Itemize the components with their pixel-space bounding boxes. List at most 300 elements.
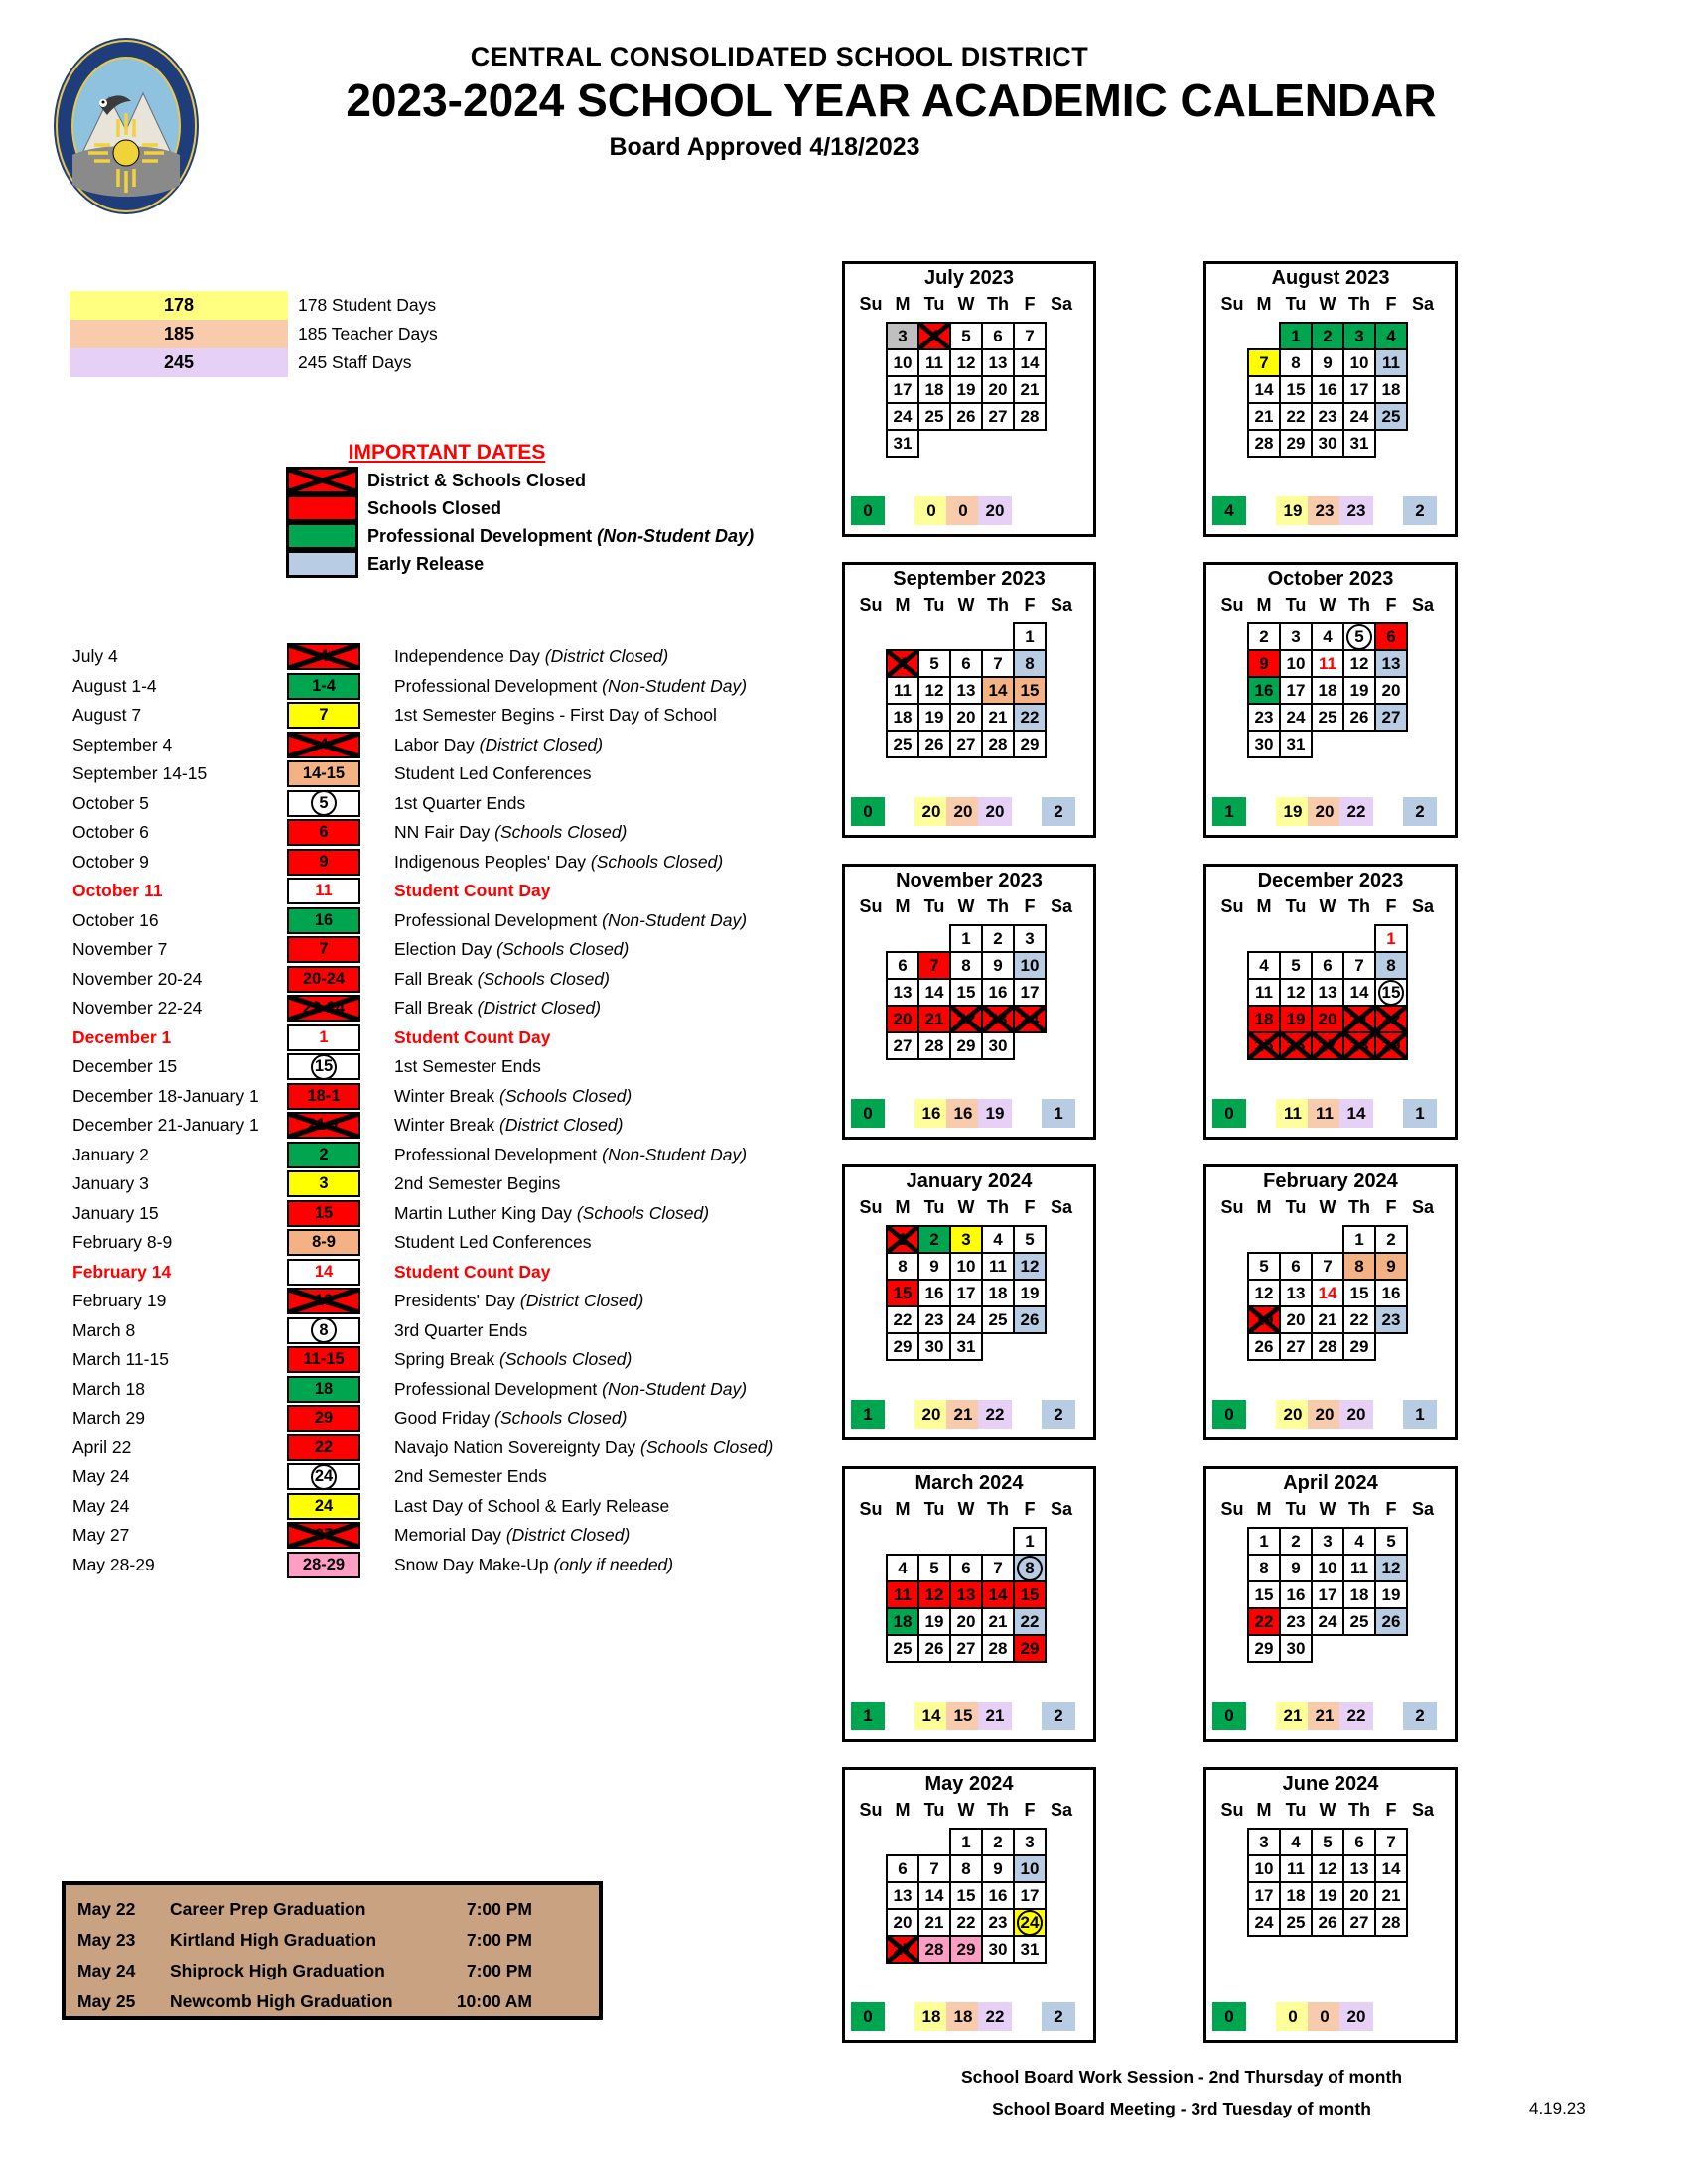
calendar-day: 7 (1311, 1252, 1344, 1281)
summary-staff-days: 23 (1339, 496, 1373, 525)
important-date-swatch: 29 (287, 1405, 360, 1432)
district-seal-logo (52, 36, 201, 216)
important-date-description (394, 1379, 747, 1400)
description-italic: (Schools Closed) (494, 1349, 633, 1369)
calendar-day: 5 (1374, 1527, 1408, 1556)
calendar-day: 21 (1374, 1881, 1408, 1910)
dow-label: Th (987, 1800, 1009, 1820)
summary-pd-days: 1 (1212, 797, 1246, 826)
description-italic: (Schools Closed) (635, 1436, 774, 1457)
calendar-day: 27 (886, 1935, 919, 1964)
dow-label: Tu (923, 294, 945, 314)
calendar-day: 15 (1013, 676, 1047, 705)
calendar-day: 10 (886, 348, 919, 377)
calendar-day: 8 (1279, 348, 1313, 377)
month-title: June 2024 (1282, 1773, 1379, 1795)
graduation-row (66, 1893, 599, 1925)
important-date-description (394, 881, 551, 901)
description-italic: (Non-Student Day) (597, 675, 748, 696)
calendar-day: 20 (1279, 1305, 1313, 1334)
important-date-description (394, 939, 629, 960)
calendar-day: 9 (917, 1252, 951, 1281)
calendar-day: 1 (949, 1828, 983, 1856)
graduation-time: 7:00 PM (466, 1899, 532, 1919)
description-text: 1st Semester Begins - First Day of School (394, 705, 717, 725)
description-text: Labor Day (394, 734, 475, 754)
dow-label: Tu (923, 896, 945, 916)
calendar-day: 23 (1279, 1607, 1313, 1636)
important-date-label: March 29 (72, 1408, 145, 1428)
important-date-label: May 24 (72, 1466, 130, 1486)
calendar-day: 26 (917, 1634, 951, 1663)
important-date-label: November 7 (72, 939, 168, 959)
calendar-day: 20 (949, 703, 983, 732)
calendar-day: 12 (917, 1580, 951, 1609)
month-calendar (1203, 1466, 1458, 1742)
calendar-day: 21 (1247, 402, 1281, 431)
calendar-day: 4 (1311, 622, 1344, 651)
day-count-label: 178 Student Days (298, 295, 437, 315)
description-italic: (District Closed) (500, 1525, 631, 1545)
description-text: 3rd Quarter Ends (394, 1319, 528, 1340)
calendar-day: 14 (1247, 375, 1281, 404)
important-date-label: January 15 (72, 1202, 159, 1223)
dow-label: Th (987, 896, 1009, 916)
calendar-day: 15 (1342, 1279, 1376, 1307)
calendar-day: 2 (917, 1225, 951, 1254)
graduation-date: May 23 (77, 1930, 136, 1950)
important-date-swatch: 7 (287, 936, 360, 963)
legend-label-text: Professional Development (367, 525, 593, 546)
calendar-day: 5 (1247, 1252, 1281, 1281)
calendar-day: 19 (1374, 1580, 1408, 1609)
calendar-day: 22 (949, 1908, 983, 1937)
calendar-day: 10 (1279, 649, 1313, 678)
calendar-day: 20 (949, 1607, 983, 1636)
calendar-day: 29 (1247, 1634, 1281, 1663)
calendar-day: 24 (1342, 402, 1376, 431)
calendar-day: 11 (1342, 1554, 1376, 1582)
dow-label: M (1256, 1499, 1272, 1519)
graduation-row (66, 1924, 599, 1956)
calendar-day: 3 (1279, 622, 1313, 651)
dow-label: Tu (1285, 1197, 1307, 1217)
dow-label: Su (859, 1499, 883, 1519)
day-count-label: 185 Teacher Days (298, 324, 438, 343)
day-count-value: 185 (70, 320, 288, 348)
calendar-day: 10 (1013, 951, 1047, 980)
month-calendar (842, 1164, 1096, 1440)
calendar-day: 4 (917, 322, 951, 350)
description-italic: (District Closed) (474, 734, 604, 754)
calendar-day: 17 (1013, 1881, 1047, 1910)
description-text: Student Count Day (394, 1026, 551, 1047)
calendar-day: 25 (1279, 1908, 1313, 1937)
month-title: September 2023 (893, 568, 1046, 590)
summary-teacher-days: 0 (946, 496, 980, 525)
month-calendar (842, 864, 1096, 1140)
calendar-day: 18 (1374, 375, 1408, 404)
calendar-day: 12 (1247, 1279, 1281, 1307)
calendar-day: 2 (1247, 622, 1281, 651)
calendar-day (1013, 1908, 1047, 1937)
important-date-description (394, 705, 717, 726)
calendar-day: 14 (1013, 348, 1047, 377)
dow-label: Tu (923, 595, 945, 614)
calendar-day: 26 (1279, 1031, 1313, 1060)
description-text: Student Count Day (394, 1261, 551, 1282)
dow-label: Th (1348, 294, 1370, 314)
calendar-day: 7 (1247, 348, 1281, 377)
description-italic: (Schools Closed) (571, 1202, 710, 1223)
calendar-day: 25 (1374, 402, 1408, 431)
summary-er-days: 2 (1403, 1702, 1437, 1730)
calendar-day: 7 (1342, 951, 1376, 980)
calendar-day: 28 (1374, 1908, 1408, 1937)
calendar-day: 2 (1311, 322, 1344, 350)
dow-label: Tu (1285, 595, 1307, 614)
calendar-day: 5 (949, 322, 983, 350)
month-calendar (1203, 1767, 1458, 2043)
calendar-day: 1 (1013, 1527, 1047, 1556)
calendar-day: 6 (949, 649, 983, 678)
calendar-day: 19 (1311, 1881, 1344, 1910)
important-date-description (394, 969, 610, 990)
description-italic: (Non-Student Day) (597, 909, 748, 930)
dow-label: W (957, 595, 975, 614)
description-text: Memorial Day (394, 1525, 501, 1545)
important-date-description (394, 763, 591, 784)
summary-teacher-days: 21 (946, 1400, 980, 1429)
calendar-day: 11 (981, 1252, 1015, 1281)
calendar-day: 17 (1342, 375, 1376, 404)
calendar-day: 19 (949, 375, 983, 404)
important-date-label: May 28-29 (72, 1554, 155, 1574)
calendar-day: 11 (917, 348, 951, 377)
calendar-day: 16 (981, 1881, 1015, 1910)
important-date-swatch: 7 (287, 702, 360, 729)
dow-label: F (1385, 294, 1397, 314)
calendar-day: 17 (1311, 1580, 1344, 1609)
calendar-day: 3 (1342, 322, 1376, 350)
summary-staff-days: 20 (1339, 2002, 1373, 2031)
important-date-swatch: 19 (287, 1288, 360, 1314)
calendar-day: 13 (886, 1881, 919, 1910)
dow-label: Su (1220, 1197, 1244, 1217)
important-date-description (394, 998, 601, 1019)
calendar-day: 26 (949, 402, 983, 431)
calendar-day: 20 (1342, 1881, 1376, 1910)
important-date-swatch: 2 (287, 1142, 360, 1168)
summary-teacher-days: 16 (946, 1099, 980, 1128)
important-date-label: September 14-15 (72, 763, 208, 783)
calendar-day: 5 (917, 649, 951, 678)
important-date-label: October 5 (72, 792, 149, 813)
dow-label: M (895, 1197, 911, 1217)
summary-teacher-days: 15 (946, 1702, 980, 1730)
summary-staff-days: 20 (978, 496, 1012, 525)
calendar-day: 3 (1013, 924, 1047, 953)
summary-staff-days: 14 (1339, 1099, 1373, 1128)
important-date-swatch: 20-24 (287, 966, 360, 993)
calendar-day: 12 (1279, 978, 1313, 1007)
calendar-day: 1 (886, 1225, 919, 1254)
dow-label: Su (1220, 294, 1244, 314)
calendar-day: 13 (981, 348, 1015, 377)
important-date-swatch: 14-15 (287, 760, 360, 787)
description-text: Winter Break (394, 1085, 495, 1106)
dow-label: Th (987, 1197, 1009, 1217)
district-name: CENTRAL CONSOLIDATED SCHOOL DISTRICT (470, 42, 1089, 71)
summary-teacher-days: 20 (1308, 1400, 1341, 1429)
page-title: 2023-2024 SCHOOL YEAR ACADEMIC CALENDAR (346, 74, 1437, 126)
calendar-day: 6 (886, 951, 919, 980)
calendar-day: 23 (1311, 402, 1344, 431)
summary-staff-days: 22 (978, 2002, 1012, 2031)
important-date-label: August 1-4 (72, 675, 157, 696)
legend-label-text: Early Release (367, 553, 485, 574)
calendar-day: 23 (1374, 1305, 1408, 1334)
dow-label: W (1319, 294, 1336, 314)
calendar-day: 16 (1311, 375, 1344, 404)
calendar-day: 7 (1013, 322, 1047, 350)
calendar-day: 26 (1374, 1607, 1408, 1636)
calendar-day: 15 (1279, 375, 1313, 404)
important-date-swatch: 14 (287, 1259, 360, 1286)
month-calendar (1203, 261, 1458, 537)
calendar-day: 11 (886, 676, 919, 705)
dow-label: W (957, 294, 975, 314)
calendar-day: 7 (1374, 1828, 1408, 1856)
month-title: February 2024 (1263, 1170, 1398, 1192)
dow-label: Sa (1411, 595, 1435, 614)
day-count-value: 178 (70, 291, 288, 320)
calendar-day: 31 (886, 429, 919, 458)
calendar-day: 28 (917, 1935, 951, 1964)
calendar-day: 22 (886, 1305, 919, 1334)
description-text: 1st Semester Ends (394, 1056, 541, 1076)
description-text: Student Led Conferences (394, 1232, 592, 1252)
dow-label: F (1385, 595, 1397, 614)
calendar-day: 25 (981, 1305, 1015, 1334)
graduation-name: Career Prep Graduation (170, 1899, 366, 1919)
calendar-day: 30 (981, 1031, 1015, 1060)
important-date-swatch (287, 790, 360, 817)
important-date-description (394, 1056, 541, 1077)
calendar-day: 29 (949, 1935, 983, 1964)
legend-color-swatch (286, 467, 358, 494)
calendar-day: 12 (1342, 649, 1376, 678)
month-calendar (1203, 562, 1458, 838)
dow-label: F (1024, 1499, 1036, 1519)
important-date-description (394, 1086, 632, 1107)
calendar-day: 13 (1279, 1279, 1313, 1307)
summary-pd-days: 0 (1212, 2002, 1246, 2031)
calendar-day: 23 (981, 1005, 1015, 1033)
dow-label: W (1319, 595, 1336, 614)
summary-staff-days: 22 (1339, 797, 1373, 826)
legend-label (367, 522, 754, 550)
calendar-day: 14 (917, 1881, 951, 1910)
month-title: April 2024 (1283, 1472, 1378, 1494)
summary-student-days: 0 (1276, 2002, 1310, 2031)
dow-label: Sa (1050, 294, 1073, 314)
calendar-day: 26 (917, 730, 951, 758)
description-text: Last Day of School & Early Release (394, 1495, 670, 1516)
dow-label: W (957, 1197, 975, 1217)
summary-pd-days: 0 (851, 1099, 885, 1128)
important-date-description (394, 1115, 623, 1136)
important-date-description (394, 1349, 632, 1370)
calendar-day: 9 (981, 951, 1015, 980)
calendar-day: 7 (917, 1854, 951, 1883)
important-date-swatch: 28-29 (287, 1552, 360, 1578)
description-text: Snow Day Make-Up (394, 1554, 549, 1574)
important-date-swatch: 18 (287, 1376, 360, 1403)
calendar-day: 27 (1342, 1908, 1376, 1937)
important-date-label: February 8-9 (72, 1232, 173, 1252)
calendar-day: 2 (1374, 1225, 1408, 1254)
calendar-day: 12 (949, 348, 983, 377)
calendar-day: 21 (1311, 1305, 1344, 1334)
dow-label: F (1024, 1800, 1036, 1820)
important-date-label: November 20-24 (72, 968, 203, 989)
important-date-description (394, 1291, 643, 1311)
important-date-label: January 2 (72, 1144, 149, 1164)
calendar-day: 9 (981, 1854, 1015, 1883)
description-italic: (Schools Closed) (490, 822, 628, 842)
summary-pd-days: 0 (851, 2002, 885, 2031)
calendar-day (1013, 1554, 1047, 1582)
calendar-day: 30 (1247, 730, 1281, 758)
description-italic: (District Closed) (494, 1115, 624, 1135)
important-date-description (394, 1232, 591, 1253)
important-date-swatch: 4 (287, 732, 360, 758)
important-date-swatch (287, 1317, 360, 1344)
dow-label: F (1385, 896, 1397, 916)
calendar-day: 22 (1279, 402, 1313, 431)
important-date-description (394, 852, 723, 873)
summary-staff-days: 21 (978, 1702, 1012, 1730)
calendar-day: 6 (949, 1554, 983, 1582)
summary-student-days: 20 (1276, 1400, 1310, 1429)
calendar-day: 23 (1247, 703, 1281, 732)
dow-label: F (1024, 1197, 1036, 1217)
summary-student-days: 20 (914, 1400, 948, 1429)
calendar-day: 31 (949, 1332, 983, 1361)
calendar-day: 22 (1342, 1305, 1376, 1334)
calendar-day: 16 (981, 978, 1015, 1007)
description-italic: (Schools Closed) (490, 1408, 628, 1428)
calendar-day: 22 (1013, 703, 1047, 732)
dow-label: Tu (923, 1197, 945, 1217)
dow-label: Th (1348, 1499, 1370, 1519)
calendar-day: 5 (917, 1554, 951, 1582)
dow-label: Su (1220, 896, 1244, 916)
calendar-day: 3 (949, 1225, 983, 1254)
calendar-day: 16 (1374, 1279, 1408, 1307)
calendar-day: 27 (1279, 1332, 1313, 1361)
calendar-day: 24 (949, 1305, 983, 1334)
description-text: Independence Day (394, 646, 540, 666)
legend-color-swatch (286, 550, 358, 578)
summary-pd-days: 1 (851, 1702, 885, 1730)
calendar-day: 21 (1342, 1005, 1376, 1033)
summary-er-days: 1 (1042, 1099, 1075, 1128)
dow-label: Th (987, 294, 1009, 314)
dow-label: Sa (1411, 1197, 1435, 1217)
calendar-day: 19 (917, 1607, 951, 1636)
dow-label: Su (859, 294, 883, 314)
month-title: August 2023 (1271, 267, 1390, 289)
summary-staff-days: 19 (978, 1099, 1012, 1128)
summary-er-days: 2 (1403, 496, 1437, 525)
calendar-day: 9 (1247, 649, 1281, 678)
calendar-day (1374, 978, 1408, 1007)
important-date-swatch: 3 (287, 1170, 360, 1197)
calendar-day: 26 (1342, 703, 1376, 732)
calendar-day: 2 (1279, 1527, 1313, 1556)
important-date-label: December 1 (72, 1026, 172, 1047)
calendar-day: 28 (1013, 402, 1047, 431)
calendar-day: 8 (1247, 1554, 1281, 1582)
important-date-description (394, 1496, 669, 1517)
calendar-day: 16 (917, 1279, 951, 1307)
calendar-day: 8 (949, 1854, 983, 1883)
summary-pd-days: 4 (1212, 496, 1246, 525)
important-date-description (394, 1320, 527, 1341)
summary-er-days: 2 (1042, 1400, 1075, 1429)
summary-pd-days: 0 (1212, 1702, 1246, 1730)
summary-student-days: 19 (1276, 496, 1310, 525)
important-date-swatch: 15 (287, 1200, 360, 1227)
calendar-day: 12 (1374, 1554, 1408, 1582)
summary-teacher-days: 20 (946, 797, 980, 826)
calendar-day: 24 (1279, 703, 1313, 732)
calendar-day: 19 (1013, 1279, 1047, 1307)
dow-label: Sa (1050, 1197, 1073, 1217)
calendar-day: 3 (1247, 1828, 1281, 1856)
board-work-session-note: School Board Work Session - 2nd Thursday of month (960, 2067, 1403, 2087)
summary-student-days: 14 (914, 1702, 948, 1730)
calendar-day: 30 (1311, 429, 1344, 458)
summary-staff-days: 22 (978, 1400, 1012, 1429)
summary-er-days: 2 (1042, 797, 1075, 826)
graduation-name: Kirtland High Graduation (170, 1930, 377, 1950)
description-italic: (Non-Student Day) (597, 1378, 748, 1399)
description-text: Student Led Conferences (394, 763, 592, 783)
calendar-day: 6 (1279, 1252, 1313, 1281)
legend-label-italic: (Non-Student Day) (592, 525, 755, 546)
summary-pd-days: 0 (1212, 1099, 1246, 1128)
important-date-label: October 16 (72, 909, 159, 930)
summary-teacher-days: 20 (1308, 797, 1341, 826)
calendar-day: 14 (981, 1580, 1015, 1609)
calendar-day: 6 (1374, 622, 1408, 651)
summary-pd-days: 0 (1212, 1400, 1246, 1429)
month-title: January 2024 (906, 1170, 1033, 1192)
calendar-day: 10 (1013, 1854, 1047, 1883)
summary-pd-days: 0 (851, 496, 885, 525)
calendar-day: 22 (1374, 1005, 1408, 1033)
dow-label: W (957, 1499, 975, 1519)
graduation-date: May 24 (77, 1961, 136, 1980)
calendar-day: 6 (981, 322, 1015, 350)
month-calendar (842, 1767, 1096, 2043)
calendar-day: 30 (1279, 1634, 1313, 1663)
important-date-description (394, 793, 525, 814)
calendar-day: 22 (1247, 1607, 1281, 1636)
